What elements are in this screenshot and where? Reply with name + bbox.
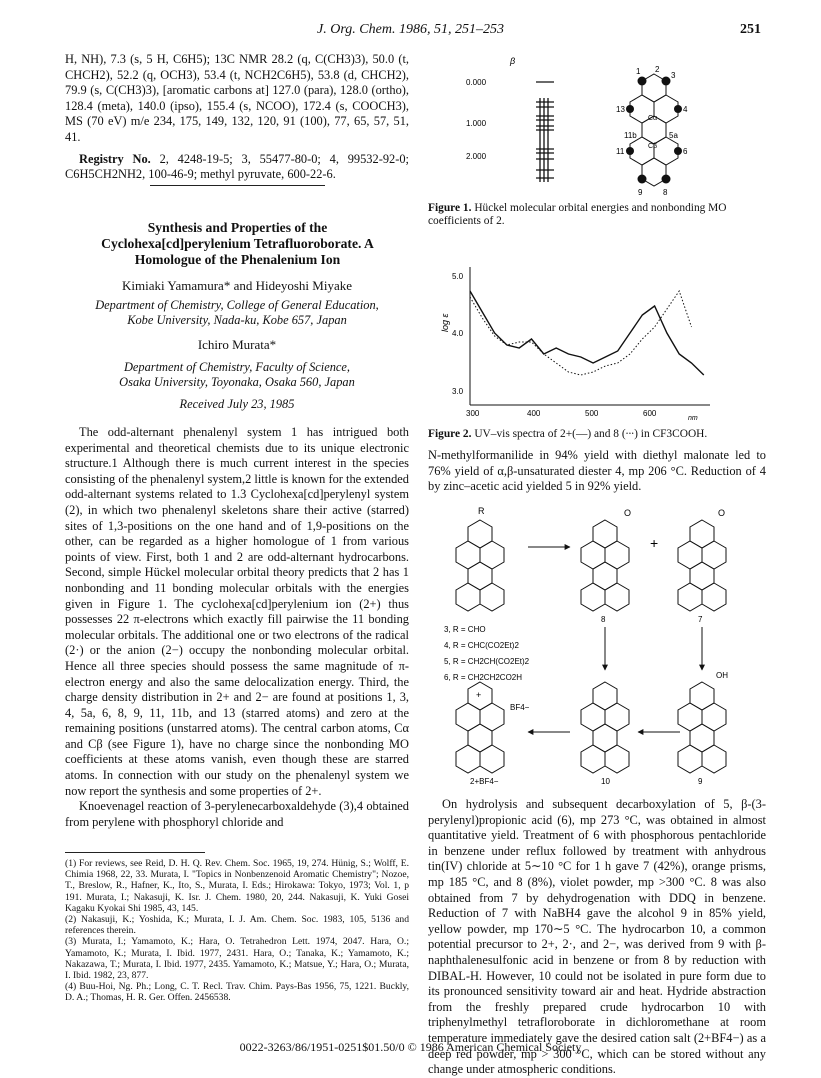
svg-text:8: 8 (663, 188, 668, 197)
body-right-bottom (428, 797, 766, 1078)
figure-1-label: Figure 1. (428, 202, 472, 214)
scheme-drawing (440, 502, 740, 792)
y-tick-1: 4.0 (452, 329, 464, 338)
bf4-label: BF4− (510, 703, 530, 712)
knoevenagel-paragraph: Knoevenagel reaction of 3-perylenecarboxaldehyde (3),4 obtained from perylene with phosphoryl chloride and (65, 799, 409, 829)
compound-3-6 (456, 520, 504, 611)
x-tick-1: 400 (527, 409, 541, 418)
registry-label: Registry No. (79, 151, 151, 166)
authors-2: Ichiro Murata* (197, 337, 277, 352)
label-7: 7 (698, 615, 703, 624)
nmr-data (65, 52, 409, 183)
atom-labels (616, 65, 688, 197)
x-tick-2: 500 (585, 409, 599, 418)
divider (150, 185, 325, 186)
footnote-4: (4) Buu-Hoi, Ng. Ph.; Long, C. T. Recl. Trav. Chim. Pays-Bas 1956, 75, 1221. Buckly, D. A.; Thomas, H. R. Ger. Offen. 2456538. (65, 981, 409, 1004)
compound-8 (581, 520, 629, 611)
svg-text:1: 1 (636, 67, 641, 76)
molecule (630, 74, 678, 186)
r-label: R (478, 506, 485, 516)
series-2plus-line (470, 291, 704, 375)
label-9: 9 (698, 777, 703, 786)
figure-1-drawing (430, 52, 760, 202)
nmr-paragraph: H, NH), 7.3 (s, 5 H, C6H5); 13C NMR 28.2 (q, C(CH3)3), 50.0 (t, CHCH2), 52.2 (q, OCH3), 53.4 (t, NCH2C6H5), 53.8 (d, CHCH2), 79.9 (s, C(CH3)3), [aromatic carbons at] 127.0 (para), 128.0 (ortho), 128.4 (meta), 140.0 (ipso), 155.4 (s, NCOO), 172.4 (s, COOCH3), MS (70 eV) m/e 234, 175, 149, 132, 120, 91 (100), 77, 65, 57, 51, 41. (65, 52, 409, 144)
figure-2-label: Figure 2. (428, 428, 472, 440)
substituent-legend (444, 625, 530, 682)
label-8: 8 (601, 615, 606, 624)
x-tick-3: 600 (643, 409, 657, 418)
oh-label: OH (716, 671, 728, 680)
footnote-3: (3) Murata, I.; Yamamoto, K.; Hara, O. Tetrahedron Lett. 1974, 2047. Hara, O.; Yamamoto, K.; Murata, I. Ibid. 1977, 2431. Hara, O.; Tanaka, K.; Yamamoto, K.; Nakazawa, T.; Murata, I. Ibid. 1977, 2435. Yamamoto, K.; Matsue, Y.; Hara, O.; Murata, I. Ibid. 1982, 23, 877. (65, 936, 409, 982)
registry-paragraph (65, 152, 409, 183)
svg-text:11b: 11b (624, 131, 637, 140)
orbital-dots (626, 77, 682, 184)
label-10: 10 (601, 777, 610, 786)
figure-2-text: UV–vis spectra of 2+(—) and 8 (∙∙∙) in CF3COOH. (474, 428, 708, 440)
svg-text:3: 3 (671, 71, 676, 80)
tick-0: 0.000 (466, 78, 487, 87)
svg-text:4, R = CHC(CO2Et)2: 4, R = CHC(CO2Et)2 (444, 641, 519, 650)
tick-2: 2.000 (466, 152, 487, 161)
figure-1-caption (428, 202, 766, 229)
copyright-footer: 0022-3263/86/1951-0251$01.50/0 © 1986 American Chemical Society (239, 1040, 582, 1054)
footnote-1: (1) For reviews, see Reid, D. H. Q. Rev. Chem. Soc. 1965, 19, 274. Hünig, S.; Wolff, E. Chimia 1968, 22, 33. Murata, I. "Topics in Nonbenzenoid Aromatic Chemistry"; Nozoe, T., Breslow, R., Hafner, K., Ito, S., Murata, I. Eds.; Hirokawa: Tokyo, 1973; Vol. 1, p 191. Murata, I.; Nakasuji, K. Isr. J. Chem. 1980, 20, 244. Nakasuji, K. Yuki Gosei Kagaku Kyokai Shi 1985, 43, 145. (65, 858, 409, 914)
plus-sign: + (650, 535, 659, 551)
svg-text:5a: 5a (669, 131, 678, 140)
figure-2 (440, 262, 720, 422)
article-title: Synthesis and Properties of the Cyclohexa[cd]perylenium Tetrafluoroborate. A Homologue of the Phenalenium Ion (101, 220, 374, 267)
x-unit: nm (688, 415, 698, 422)
svg-text:3, R = CHO: 3, R = CHO (444, 625, 486, 634)
svg-text:5, R = CH2CH(CO2Et)2: 5, R = CH2CH(CO2Et)2 (444, 657, 530, 666)
svg-text:6: 6 (683, 147, 688, 156)
tick-1: 1.000 (466, 119, 487, 128)
salt-label: 2+BF4− (470, 777, 499, 786)
reduction-paragraph: N-methylformanilide in 94% yield with diethyl malonate led to 76% yield of α,β-unsaturated diester 4, mp 206 °C. Reduction of 4 by zinc–acetic acid yielded 5 in 92% yield. (428, 448, 766, 494)
compound-9 (678, 682, 726, 773)
figure-1-text: Hückel molecular orbital energies and nonbonding MO coefficients of 2. (428, 202, 727, 228)
beta-label: β (510, 56, 516, 66)
compound-7 (678, 520, 726, 611)
svg-text:11: 11 (616, 147, 625, 156)
figure-1 (430, 52, 760, 202)
affiliation-1-line2: Kobe University, Nada-ku, Kobe 657, Japan (127, 313, 347, 327)
running-header (0, 22, 821, 42)
compound-10 (581, 682, 629, 773)
y-tick-0: 5.0 (452, 272, 464, 281)
journal-citation: J. Org. Chem. 1986, 51, 251–253 (317, 22, 504, 37)
svg-text:2: 2 (655, 65, 660, 74)
svg-text:13: 13 (616, 105, 625, 114)
svg-text:4: 4 (683, 105, 688, 114)
footnote-divider (65, 852, 205, 853)
received-date: Received July 23, 1985 (179, 397, 295, 411)
footnote-2: (2) Nakasuji, K.; Yoshida, K.; Murata, I. J. Am. Chem. Soc. 1983, 105, 5136 and references therein. (65, 914, 409, 937)
authors-1: Kimiaki Yamamura* and Hideyoshi Miyake (122, 278, 352, 293)
figure-2-caption (428, 428, 766, 441)
affiliation-1-line1: Department of Chemistry, College of General Education, (95, 298, 379, 312)
registry-text: 2, 4248-19-5; 3, 55477-80-0; 4, 99532-92-0; C6H5CH2NH2, 100-46-9; methyl pyruvate, 600-22-6. (65, 151, 409, 182)
affiliation-2-line1: Department of Chemistry, Faculty of Science, (123, 360, 351, 374)
affiliation-2-line2: Osaka University, Toyonaka, Osaka 560, Japan (119, 375, 355, 389)
uv-vis-chart (440, 262, 720, 422)
intro-paragraph: The odd-alternant phenalenyl system 1 has intrigued both experimental and theoretical chemists due to its unique electronic structure.1 Although there is much current interest in the species consisting of the phenalenyl system,2 little is known for the extended odd-alternant systems related to 1.3 Cyclohexa[cd]perylenyl system (2), in which two phenalenyl skeletons share their active (starred) sites of 1,3-positions on the one hand and of 1,9-positions on the other, can be regarded as a higher homologue of 1 from various points of view. First, both 1 and 2 are odd-alternant hydrocarbons. Second, simple Hückel molecular orbital theory predicts that 2 has 1 nonbonding and 11 bonding molecular orbitals with the energies given in Figure 1. The cyclohexa[cd]perylenium ion (2+) thus possesses 22 π-electrons which exactly fill pairwise the 11 bonding molecular orbitals. The additional one or two electrons of the radical (2·) or the anion (2−) occupy the nonbonding molecular orbital. Hence all three species should possess the same magnitude of π-electron energy and also the same delocalization energy. Third, the charge density distribution in 2+ and 2− are found at positions 1, 3, 4, 5a, 6, 8, 9, 11, 11b, and 13 (starred atoms) and zero at the remaining positions (unstarred atoms). The central carbon atoms, Cα and Cβ (see Figure 1), have no charge since the nonbonding MO coefficients at these atoms vanish, even though these are starred atoms. In connection with our study on the phenalenyl system we now report the synthesis and some properties of 2+. (65, 425, 409, 798)
o-label-7: O (718, 508, 726, 518)
svg-text:Cβ: Cβ (648, 143, 658, 150)
o-label-8: O (624, 508, 632, 518)
body-right-top (428, 448, 766, 495)
series-8-line (470, 291, 692, 375)
hydrolysis-paragraph: On hydrolysis and subsequent decarboxylation of 5, β-(3-perylenyl)propionic acid (6), mp 273 °C, was obtained in almost quantitative yield. Treatment of 6 with phosphorous pentachloride in benzene under reflux followed by treatment with anhydrous tin(IV) chloride at 5∼10 °C for 1 h gave 7 (42%), orange prisms, mp 185 °C, and 8 (8%), violet powder, mp >300 °C. 8 was also obtained from 7 by dehydrogenation with DDQ in benzene. Reduction of 7 with NaBH4 gave the alcohol 9 in 85% yield, yellow powder, mp 170∼5 °C. The hydrocarbon 10, a common potential precursor to 2+, 2·, and 2−, was derived from 9 with β-naphthalenesulfonic acid in benzene or from 8 by reduction with DIBAL-H. However, 10 could not be isolated in pure form due to its pronounced sensitivity toward air and heat. Hydride abstraction from the freshly prepared crude hydrocarbon 10 with triphenylmethyl tetrafloroborate in dichloromethane at room temperature immediately gave the desired cation salt (2+BF4−) as a deep red powder, mp > 300 °C, which can be stored without any change under atmospheric conditions. (428, 797, 766, 1077)
body-left (65, 425, 409, 830)
svg-text:6, R = CH2CH2CO2H: 6, R = CH2CH2CO2H (444, 673, 523, 682)
y-axis-label: log ε (440, 313, 450, 332)
energy-levels (536, 82, 554, 182)
footnotes (65, 858, 409, 1004)
y-tick-2: 3.0 (452, 387, 464, 396)
svg-text:9: 9 (638, 188, 643, 197)
reaction-scheme (440, 502, 740, 792)
cation-plus: + (476, 690, 482, 700)
svg-text:Cα: Cα (648, 115, 658, 122)
page-number: 251 (740, 22, 761, 37)
x-tick-0: 300 (466, 409, 480, 418)
